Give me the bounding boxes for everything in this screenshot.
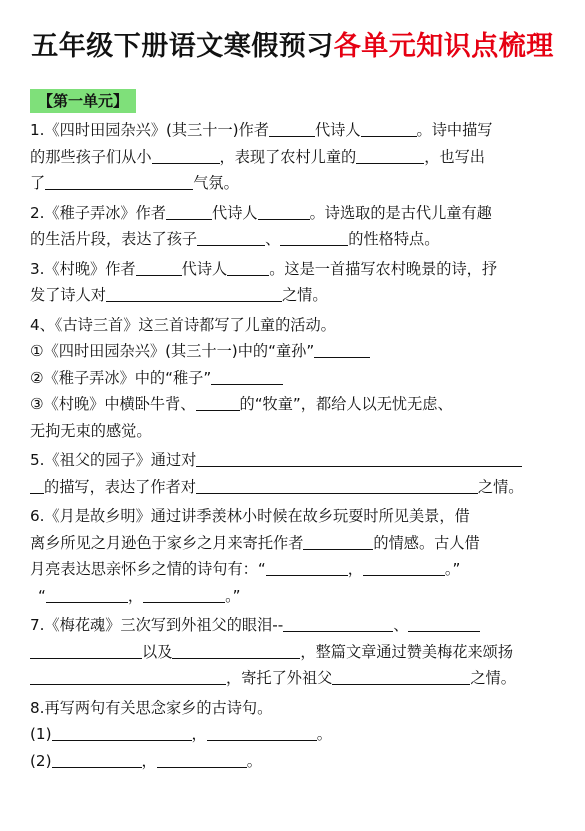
q8-blank-1[interactable] [52,724,192,741]
title-red-part: 各单元知识点梳理 [333,31,554,62]
q6-blank-5[interactable] [143,586,225,603]
q6-line-3: 月亮表达思亲怀乡之情的诗句有：“ ， 。” [30,560,461,578]
q7-blank-1[interactable] [283,615,393,632]
q4-blank-2[interactable] [211,368,283,385]
q2-line-1: 2.《稚子弄冰》作者 代诗人 。诗选取的是古代儿童有趣 [30,203,492,222]
q4-item-2: ②《稚子弄冰》中的“稚子” [30,365,558,392]
q8-blank-3[interactable] [52,751,142,768]
q3-line-1: 3.《村晚》作者 代诗人 。这是一首描写农村晚景的诗，抒 [30,259,497,278]
q2-line-2: 的生活片段，表达了孩子 、 的性格特点。 [30,230,440,248]
q6-blank-4[interactable] [46,586,128,603]
title-black-part: 五年级下册语文寒假预习 [31,31,334,62]
q8-intro: 8.再写两句有关思念家乡的古诗句。 [30,698,273,717]
q3-poet-blank[interactable] [227,259,269,276]
q2-poet-blank[interactable] [258,203,310,220]
q2-blank-1[interactable] [197,229,265,246]
q6-blank-3[interactable] [363,559,445,576]
q6-line-4: “ ， 。” [38,586,241,605]
q4-item-3-cont: 无拘无束的感觉。 [30,421,152,440]
q3-author-blank[interactable] [136,259,182,276]
q8-blank-4[interactable] [157,751,247,768]
q7-line-1: 7.《梅花魂》三次写到外祖父的眼泪-- 、 [30,612,558,639]
q6-blank-1[interactable] [303,533,373,550]
q7-line-3: ，寄托了外祖父 之情。 [30,665,558,692]
q2-blank-2[interactable] [280,229,348,246]
q6-line-1: 6.《月是故乡明》通过讲季羡林小时候在故乡玩耍时所见美景，借 [30,507,470,525]
q1-poet-blank[interactable] [361,120,417,137]
q1-blank-4[interactable] [45,173,193,190]
q6-blank-2[interactable] [266,559,348,576]
q3-line-2: 发了诗人对 之情。 [30,286,328,304]
q4-intro: 4、《古诗三首》这三首诗都写了儿童的活动。 [30,315,336,334]
q1-line-2: 的那些孩子们从小 ，表现了农村儿童的 ，也写出 [30,147,485,166]
q7-blank-6[interactable] [332,668,470,685]
q1-line-3: 了 气氛。 [30,174,239,192]
q8-blank-2[interactable] [207,724,317,741]
q1-blank-2[interactable] [152,147,220,164]
q8-item-2: (2) ， 。 [30,751,262,770]
q1-blank-3[interactable] [356,147,424,164]
q1-line-1: 1.《四时田园杂兴》(其三十一)作者 代诗人 。诗中描写 [30,121,493,139]
q5-line-2: 的描写，表达了作者对 之情。 [30,474,558,501]
q5-line-1: 5.《祖父的园子》通过对 [30,447,558,474]
q4-blank-1[interactable] [314,341,370,358]
q7-blank-3[interactable] [30,642,142,659]
q4-item-1: ①《四时田园杂兴》(其三十一)中的“童孙” [30,338,558,365]
q7-blank-5[interactable] [30,668,226,685]
q1-author-blank[interactable] [269,120,315,137]
q5-blank-1[interactable] [196,450,522,467]
q8-item-1: (1) ， 。 [30,725,332,743]
q3-blank-1[interactable] [106,285,282,302]
q6-line-2: 离乡所见之月逊色于家乡之月来寄托作者 的情感。古人借 [30,533,480,552]
q4-item-3: ③《村晚》中横卧牛背、 的“牧童”，都给人以无忧无虑、 [30,395,453,413]
worksheet-content [30,117,558,774]
q5-blank-3[interactable] [196,477,478,494]
section-badge: 【第一单元】 [30,89,136,113]
q5-blank-2[interactable] [30,477,44,494]
q2-author-blank[interactable] [166,203,212,220]
q7-blank-2[interactable] [408,615,480,632]
q7-blank-4[interactable] [172,642,300,659]
q7-line-2: 以及 ，整篇文章通过赞美梅花来颂扬 [30,639,558,666]
page-title [0,24,585,63]
q4-blank-3[interactable] [196,394,240,411]
